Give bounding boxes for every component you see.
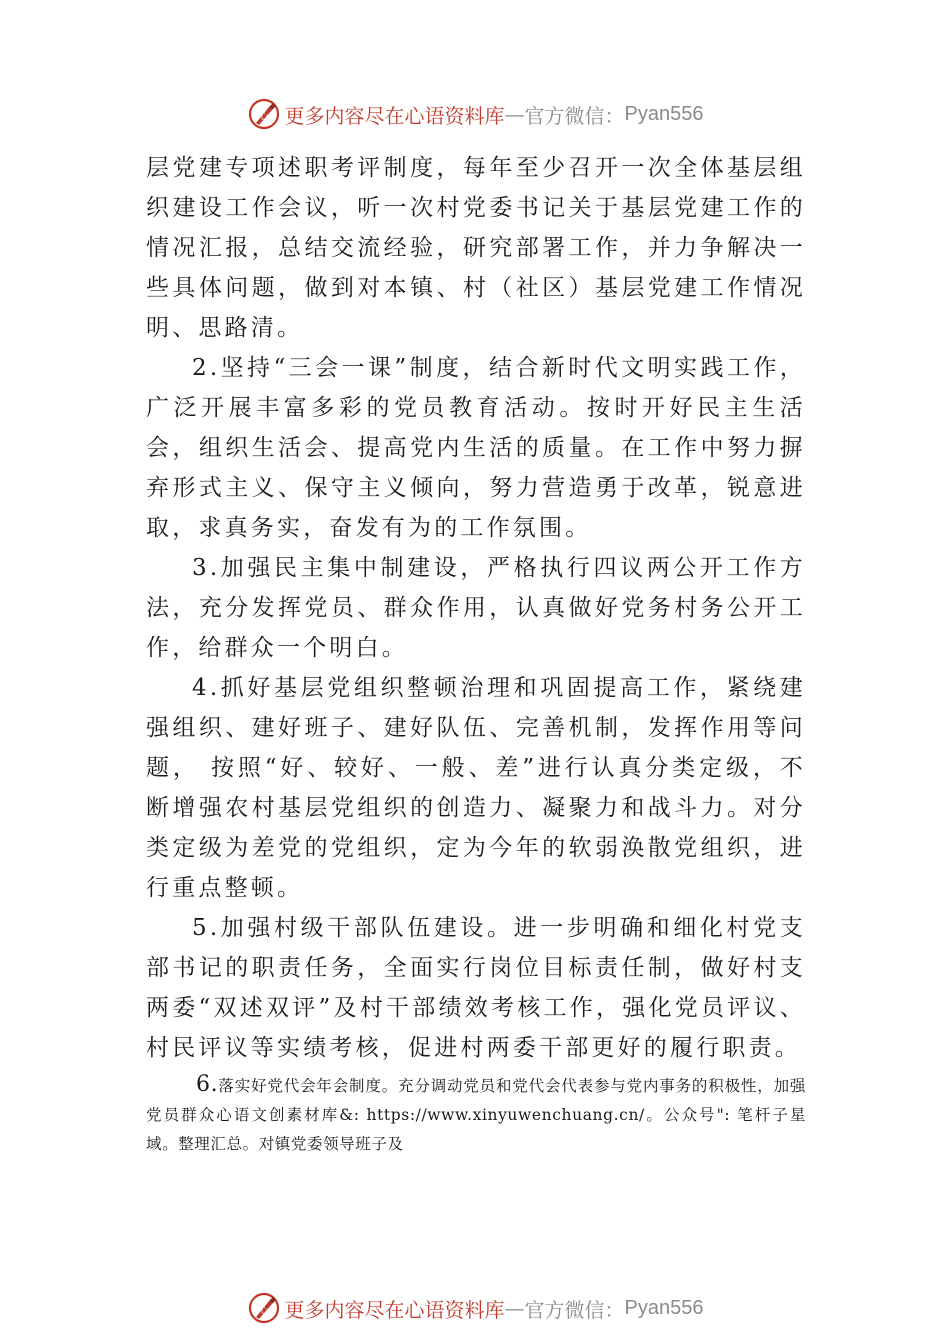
logo-text: 心	[258, 1306, 268, 1316]
watermark-wechat-id: Pyan556	[624, 1296, 704, 1319]
footer-watermark	[0, 1290, 950, 1326]
item-6-number: 6.	[196, 1072, 219, 1097]
item-6-text: 落实好党代会年会制度。充分调动党员和党代会代表参与党内事务的积极性，加强党员群众心语文创素材库&: https://www.xinyuwenchuang.cn/。公众号": 笔杆子星域。整理汇总。对镇党委领导班子及	[146, 1077, 806, 1153]
paragraph-item-4: 4.抓好基层党组织整顿治理和巩固提高工作，紧绕建强组织、建好班子、建好队伍、完善机制，发挥作用等问题， 按照“好、较好、一般、差”进行认真分类定级，不断增强农村基层党组织的创造力、凝聚力和战斗力。对分类定级为差党的党组织，定为今年的软弱涣散党组织，进行重点整顿。	[146, 675, 806, 901]
watermark-wechat-id: Pyan556	[624, 102, 704, 125]
document-body	[146, 148, 806, 1175]
watermark-site-text: 更多内容尽在心语资料库	[284, 1297, 505, 1322]
pen-logo-icon	[247, 97, 281, 131]
watermark-wechat-label: 官方微信：	[524, 103, 625, 128]
watermark-separator: —	[504, 1296, 525, 1320]
watermark-wechat-label: 官方微信：	[524, 1297, 625, 1322]
logo-text: 心	[258, 112, 268, 122]
pen-logo-icon	[247, 1291, 281, 1325]
watermark-separator: —	[504, 102, 525, 126]
paragraph-item-3: 3.加强民主集中制建设，严格执行四议两公开工作方法，充分发挥党员、群众作用，认真做好党务村务公开工作，给群众一个明白。	[146, 555, 806, 661]
paragraph-item-6	[146, 1070, 806, 1159]
paragraph-item-5: 5.加强村级干部队伍建设。进一步明确和细化村党支部书记的职责任务，全面实行岗位目标责任制，做好村支两委“双述双评”及村干部绩效考核工作，强化党员评议、村民评议等实绩考核，促进村两委干部更好的履行职责。	[146, 915, 806, 1061]
paragraph-continued: 层党建专项述职考评制度，每年至少召开一次全体基层组织建设工作会议，听一次村党委书记关于基层党建工作的情况汇报，总结交流经验，研究部署工作，并力争解决一些具体问题，做到对本镇、村（社区）基层党建工作情况明、思路清。	[146, 155, 806, 341]
watermark-site-text: 更多内容尽在心语资料库	[284, 103, 505, 128]
header-watermark	[0, 96, 950, 132]
paragraph-item-2: 2.坚持“三会一课”制度，结合新时代文明实践工作，广泛开展丰富多彩的党员教育活动。按时开好民主生活会，组织生活会、提高党内生活的质量。在工作中努力摒弃形式主义、保守主义倾向，努力营造勇于改革，锐意进取，求真务实，奋发有为的工作氛围。	[146, 355, 806, 541]
